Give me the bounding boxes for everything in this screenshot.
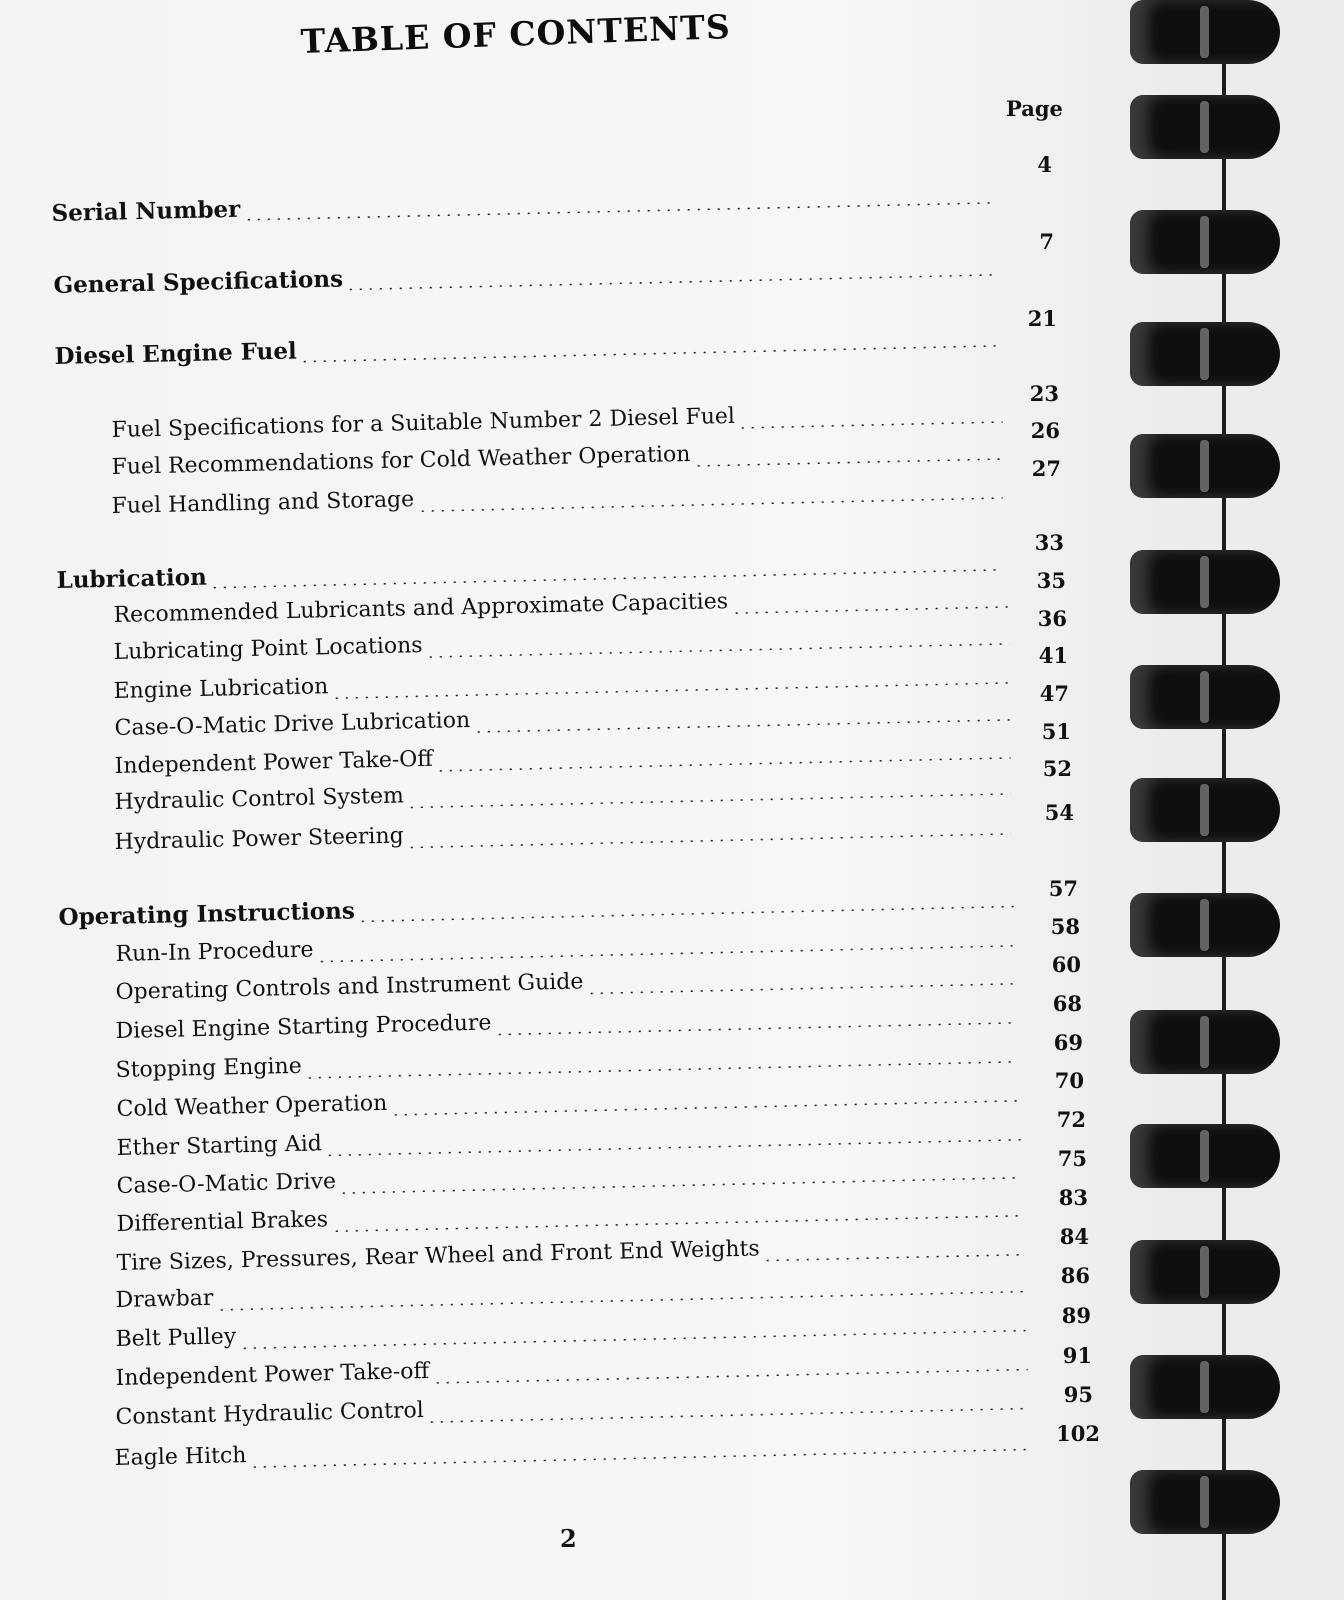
toc-page-number: 68 <box>1052 991 1082 1016</box>
toc-entry-label: Engine Lubrication <box>113 674 329 705</box>
toc-entry <box>114 810 1014 860</box>
toc-entry-label: General Specifications <box>53 265 344 300</box>
page-column-header: Page <box>1006 96 1063 121</box>
toc-page-number: 57 <box>1048 876 1078 901</box>
toc-page-number: 7 <box>1039 229 1054 254</box>
toc-entry <box>114 1425 1034 1476</box>
toc-entry-label: Case-O-Matic Drive Lubrication <box>114 707 471 742</box>
toc-page-number: 52 <box>1042 756 1072 781</box>
dot-leader <box>473 719 1010 733</box>
toc-page-number: 84 <box>1059 1224 1089 1249</box>
binding-ring <box>1130 1240 1280 1304</box>
toc-page-number: 54 <box>1044 800 1074 825</box>
dot-leader <box>694 458 1003 467</box>
binding-ring <box>1130 210 1280 274</box>
binding-ring <box>1130 778 1280 842</box>
toc-page-number: 86 <box>1060 1263 1090 1288</box>
toc-entry-label: Fuel Specifications for a Suitable Number 2 Diesel Fuel <box>111 403 736 444</box>
dot-leader <box>427 1407 1030 1423</box>
toc-page-number: 83 <box>1058 1185 1088 1210</box>
toc-page-number: 51 <box>1041 719 1071 744</box>
toc-entry-label: Eagle Hitch <box>114 1443 247 1472</box>
dot-leader <box>495 1022 1017 1036</box>
toc-page-number: 60 <box>1051 952 1081 977</box>
toc-entry-label: Case-O-Matic Drive <box>116 1169 337 1200</box>
toc-entry-label: Recommended Lubricants and Approximate Capacities <box>113 589 729 629</box>
dot-leader <box>305 1061 1017 1079</box>
toc-entry-label: Serial Number <box>51 195 241 228</box>
toc-page-number: 21 <box>1027 306 1057 331</box>
toc-entry-label: Cold Weather Operation <box>116 1090 388 1123</box>
toc-entry-label: Constant Hydraulic Control <box>115 1398 425 1431</box>
dot-leader <box>417 497 1002 512</box>
toc-page-number: 58 <box>1050 914 1080 939</box>
dot-leader <box>407 833 1011 849</box>
toc-page-number: 41 <box>1038 643 1068 668</box>
toc-page-number: 91 <box>1062 1343 1092 1368</box>
toc-page-number: 26 <box>1030 418 1060 443</box>
toc-page-number: 36 <box>1037 606 1067 631</box>
binding-ring <box>1130 1124 1280 1188</box>
dot-leader <box>250 1448 1031 1468</box>
dot-leader <box>436 757 1011 772</box>
toc-entry-label: Operating Instructions <box>58 897 356 932</box>
dot-leader <box>391 1099 1021 1115</box>
toc-entry-label: Lubrication <box>56 563 208 595</box>
toc-entry-label: Ether Starting Aid <box>116 1131 323 1162</box>
toc-entry-label: Fuel Recommendations for Cold Weather Operation <box>111 441 691 481</box>
toc-entry-label: Stopping Engine <box>115 1053 302 1084</box>
binding-ring <box>1130 550 1280 614</box>
dot-leader <box>331 1214 1022 1232</box>
dot-leader <box>738 421 1002 429</box>
toc-entry-label: Fuel Handling and Storage <box>111 487 415 520</box>
binding-ring <box>1130 95 1280 159</box>
toc-page-number: 70 <box>1054 1068 1084 1093</box>
toc-page-number: 89 <box>1061 1303 1091 1328</box>
toc-page-number: 95 <box>1063 1382 1093 1407</box>
binding-ring <box>1130 665 1280 729</box>
binding-ring <box>1130 322 1280 386</box>
toc-entry-label: Hydraulic Power Steering <box>114 823 404 856</box>
dot-leader <box>432 1368 1027 1384</box>
dot-leader <box>300 345 1001 363</box>
toc-entry-label: Diesel Engine Fuel <box>54 337 297 371</box>
binding-ring <box>1130 434 1280 498</box>
toc-entry-label: Drawbar <box>115 1285 214 1314</box>
toc-page-number: 72 <box>1056 1107 1086 1132</box>
toc-page-number: 75 <box>1057 1146 1087 1171</box>
toc-page-number: 23 <box>1029 381 1059 406</box>
toc-entry-label: Operating Controls and Instrument Guide <box>115 969 584 1006</box>
page-title: TABLE OF CONTENTS <box>300 6 732 61</box>
dot-leader <box>317 945 1017 963</box>
dot-leader <box>731 606 1009 614</box>
binding-ring <box>1130 1470 1280 1534</box>
dot-leader <box>217 1290 1026 1310</box>
toc-entry-label: Independent Power Take-off <box>115 1358 430 1392</box>
dot-leader <box>346 274 994 291</box>
toc-entry-label: Lubricating Point Locations <box>113 632 423 666</box>
dot-leader <box>243 202 992 221</box>
toc-page-number: 33 <box>1034 530 1064 555</box>
binding-ring <box>1130 1010 1280 1074</box>
toc-page-number: 27 <box>1031 456 1061 481</box>
toc-page-number: 35 <box>1036 568 1066 593</box>
toc-page-number: 4 <box>1037 152 1052 177</box>
toc-page-number: 69 <box>1053 1030 1083 1055</box>
toc-entry-label: Differential Brakes <box>116 1207 329 1238</box>
toc-page-number: 102 <box>1056 1421 1100 1446</box>
toc-entry <box>53 251 998 302</box>
dot-leader <box>239 1329 1025 1349</box>
dot-leader <box>763 1253 1025 1261</box>
footer-page-number: 2 <box>560 1524 577 1553</box>
dot-leader <box>325 1138 1021 1156</box>
binding-ring <box>1130 893 1280 957</box>
dot-leader <box>339 1176 1020 1193</box>
toc-entry-label: Belt Pulley <box>115 1324 237 1353</box>
binding-ring <box>1130 0 1280 64</box>
dot-leader <box>407 793 1011 809</box>
toc-entry <box>54 321 1004 373</box>
dot-leader <box>331 682 1009 699</box>
toc-entry-label: Tire Sizes, Pressures, Rear Wheel and Front End Weights <box>116 1236 760 1277</box>
dot-leader <box>587 983 1017 995</box>
dot-leader <box>358 905 1015 922</box>
toc-entry-label: Independent Power Take-Off <box>114 746 434 780</box>
dot-leader <box>426 643 1010 658</box>
toc-entry-label: Hydraulic Control System <box>114 783 405 816</box>
toc-page-number: 47 <box>1039 681 1069 706</box>
toc-entry-label: Diesel Engine Starting Procedure <box>115 1010 492 1045</box>
toc-entry <box>51 179 996 230</box>
toc-entry-label: Run-In Procedure <box>115 937 314 968</box>
binding-ring <box>1130 1355 1280 1419</box>
